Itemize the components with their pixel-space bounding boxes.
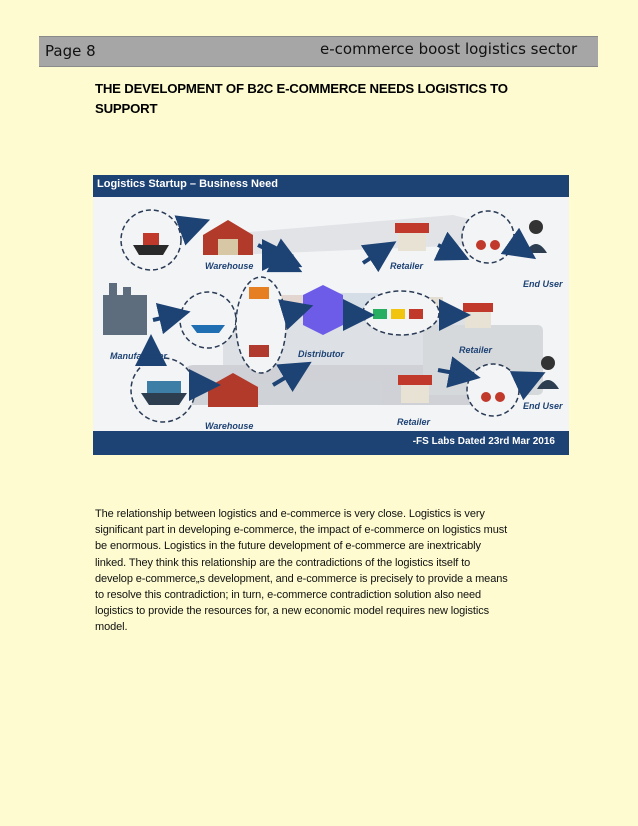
section-heading [95,79,545,119]
body-line: be enormous. Logistics in the future development of e-commerce are inextricably [95,540,481,553]
retailer-mid-label: Retailer [459,345,493,355]
body-line: to resolve this contradiction; in turn, e-commerce contradiction solution also need [95,589,482,602]
distributor-icon [303,285,343,335]
section-heading-line-1: THE DEVELOPMENT OF B2C E-COMMERCE NEEDS LOGISTICS TO [95,81,508,96]
figure-credit: -FS Labs Dated 23rd Mar 2016 [412,436,555,447]
body-paragraph [95,506,555,636]
retailer-bottom-label: Retailer [397,417,431,427]
retailer-top-icon [395,223,429,251]
logistics-figure [93,175,569,455]
end-user-top-label: End User [523,279,563,289]
end-user-top-icon [525,220,547,253]
supply-chain-diagram [93,175,569,455]
page-header [39,36,598,67]
figure-title: Logistics Startup – Business Need [97,178,278,190]
port-node [180,292,236,348]
body-line: significant part in developing e-commerce, the impact of e-commerce on logistics must [95,524,508,537]
delivery-scooter-bottom-node [467,364,519,416]
retailer-mid-icon [463,303,493,328]
warehouse-bottom-label: Warehouse [205,421,254,431]
distributor-label: Distributor [298,349,344,359]
retailer-bottom-icon [398,375,432,403]
body-line: linked. They think this relationship are the contradictions of the logistics itself to [95,556,471,569]
header-title: e-commerce boost logistics sector [320,40,578,58]
retailer-top-label: Retailer [390,261,424,271]
body-line: model. [95,621,128,634]
body-line: logistics to provide the resources for, a new economic model requires new logistics [95,605,490,618]
delivery-scooter-top-node [462,211,514,263]
body-line: develop e-commerce„s development, and e-commerce is precisely to provide a means [95,572,508,585]
truck-node [236,277,286,373]
end-user-bottom-label: End User [523,401,563,411]
manufacturer-label: Manufacturer [110,351,168,361]
figure-footer-bar [93,431,569,455]
page-number: Page 8 [45,42,96,60]
section-heading-line-2: SUPPORT [95,101,158,116]
cargo-ship-node [131,358,195,422]
body-line: The relationship between logistics and e-commerce is very close. Logistics is very [95,508,485,520]
containers-node [363,291,439,335]
manufacturer-icon [103,283,147,335]
warehouse-top-icon [203,220,253,255]
warehouse-top-label: Warehouse [205,261,254,271]
ship-node [121,210,181,270]
